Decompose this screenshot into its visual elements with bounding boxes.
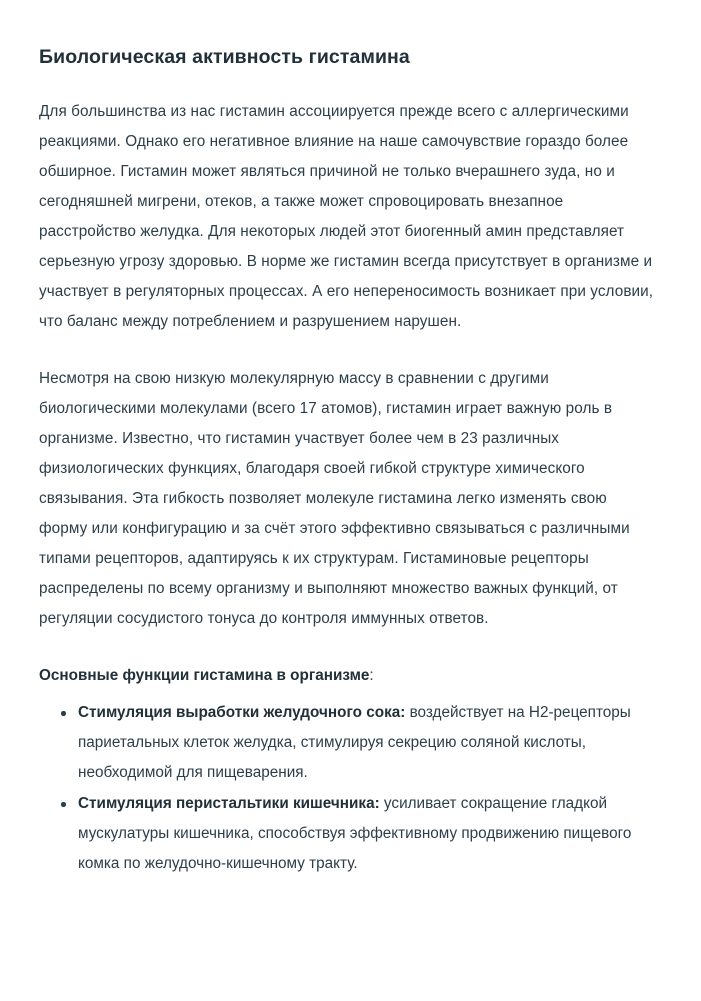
section-lead xyxy=(39,661,656,691)
section-lead-suffix: : xyxy=(369,667,374,684)
list-item-description: усиливает сокращение гладкой мускулатуры кишечника, способствуя эффективному продвижению пищевого комка по желудочно-кишечному тракту. xyxy=(78,795,632,872)
histamine-functions-list xyxy=(39,698,656,879)
page-title: Биологическая активность гистамина xyxy=(39,46,410,68)
list-item-term: Стимуляция перистальтики кишечника: xyxy=(78,795,380,812)
paragraph-molecular-role: Несмотря на свою низкую молекулярную массу в сравнении с другими биологическими молекулами (всего 17 атомов), гистамин играет важную роль в организме. Известно, что гистамин участвует более чем в 23 различных физиологических функциях, благодаря своей гибкой структуре химического связывания. Эта гибкость позволяет молекуле гистамина легко изменять свою форму или конфигурацию и за счёт этого эффективно связываться с различными типами рецепторов, адаптируясь к их структурам. Гистаминовые рецепторы распределены по всему организму и выполняют множество важных функций, от регуляции сосудистого тонуса до контроля иммунных ответов. xyxy=(39,370,630,627)
list-item xyxy=(61,789,656,879)
list-item-term: Стимуляция выработки желудочного сока: xyxy=(78,704,406,721)
section-lead-strong: Основные функции гистамина в организме xyxy=(39,667,370,684)
list-item xyxy=(61,698,656,788)
list-item-description: воздействует на H2-рецепторы париетальных клеток желудка, стимулируя секрецию соляной кислоты, необходимой для пищеварения. xyxy=(78,704,631,781)
paragraph-intro: Для большинства из нас гистамин ассоциируется прежде всего с аллергическими реакциями. Однако его негативное влияние на наше самочувствие гораздо более обширное. Гистамин может являться причиной не только вчерашнего зуда, но и сегодняшней мигрени, отеков, а также может спровоцировать внезапное расстройство желудка. Для некоторых людей этот биогенный амин представляет серьезную угрозу здоровью. В норме же гистамин всегда присутствует в организме и участвует в регуляторных процессах. А его непереносимость возникает при условии, что баланс между потреблением и разрушением нарушен. xyxy=(39,103,654,330)
